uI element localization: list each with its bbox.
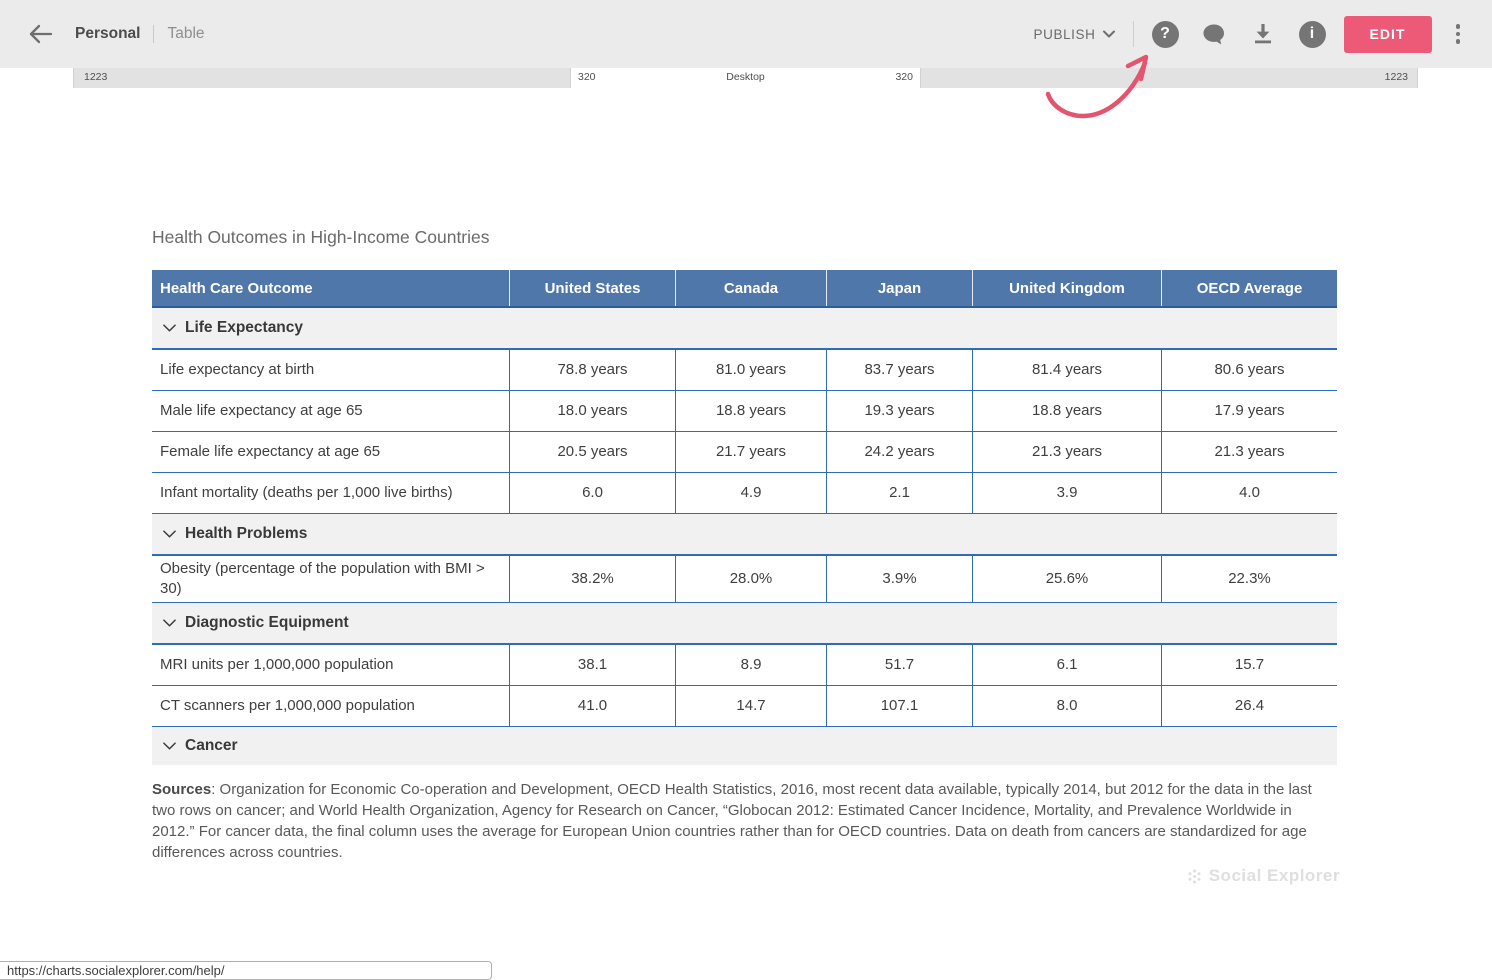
- ruler-edge-right: [1418, 68, 1492, 88]
- cell-value: 8.0: [972, 686, 1161, 726]
- cell-value: 38.2%: [509, 556, 675, 602]
- cell-value: 21.3 years: [972, 432, 1161, 472]
- section-label: Cancer: [185, 737, 238, 754]
- social-explorer-logo-icon: [1187, 869, 1202, 884]
- column-header: United States: [509, 270, 675, 306]
- info-icon: i: [1309, 25, 1315, 42]
- help-button[interactable]: [1152, 21, 1179, 48]
- info-button[interactable]: [1299, 21, 1326, 48]
- chevron-down-icon: [163, 324, 176, 332]
- cell-value: 38.1: [509, 645, 675, 685]
- comment-icon: [1202, 23, 1226, 46]
- row-label: Infant mortality (deaths per 1,000 live births): [160, 484, 453, 501]
- cell-value: 81.4 years: [972, 350, 1161, 390]
- chevron-down-icon: [163, 530, 176, 538]
- table-header-row: [152, 270, 1337, 308]
- edit-button[interactable]: EDIT: [1344, 16, 1432, 53]
- row-label: Female life expectancy at age 65: [160, 443, 381, 460]
- cell-value: 83.7 years: [826, 350, 972, 390]
- cell-value: 80.6 years: [1161, 350, 1337, 390]
- breadcrumb-section[interactable]: Personal: [75, 25, 141, 42]
- browser-status-bar: https://charts.socialexplorer.com/help/: [0, 961, 492, 980]
- cell-value: 6.1: [972, 645, 1161, 685]
- cell-value: 107.1: [826, 686, 972, 726]
- more-options-button[interactable]: [1452, 20, 1465, 48]
- table-row: [152, 432, 1337, 473]
- cell-value: 26.4: [1161, 686, 1337, 726]
- cell-value: 8.9: [675, 645, 826, 685]
- cell-value: 21.3 years: [1161, 432, 1337, 472]
- cell-value: 18.8 years: [972, 391, 1161, 431]
- section-row[interactable]: [152, 603, 1337, 645]
- ruler-left-region: [73, 68, 571, 88]
- responsive-ruler: [0, 68, 1492, 88]
- table-row: [152, 350, 1337, 391]
- cell-value: 24.2 years: [826, 432, 972, 472]
- ruler-device-region[interactable]: [571, 68, 920, 88]
- sources-label: Sources: [152, 781, 212, 798]
- breadcrumb-page-title: Table: [167, 25, 205, 42]
- section-label: Life Expectancy: [185, 319, 304, 336]
- row-label: CT scanners per 1,000,000 population: [160, 697, 415, 714]
- toolbar-divider: [1133, 21, 1134, 47]
- section-row[interactable]: [152, 514, 1337, 556]
- ruler-edge-left: [0, 68, 73, 88]
- cell-value: 22.3%: [1161, 556, 1337, 602]
- cell-value: 78.8 years: [509, 350, 675, 390]
- ruler-gutter-left-label: 320: [578, 71, 596, 83]
- row-label: Male life expectancy at age 65: [160, 402, 363, 419]
- sources-text: : Organization for Economic Co-operation and Development, OECD Health Statistics, 2016, most recent data available, typically 2014, but 2012 for the data in the last two rows on cancer; and World Health Organization, Agency for Research on Cancer, “Globocan 2012: Estimated Cancer Incidence, Mortality, and Prevalence Worldwide in 2012.” For cancer data, the final column uses the average for European Union countries rather than for OECD countries. Data on death from cancers are standardized for age differences across countries.: [152, 781, 1312, 861]
- health-outcomes-table: [152, 270, 1337, 765]
- column-header: OECD Average: [1161, 270, 1337, 306]
- section-label: Diagnostic Equipment: [185, 614, 349, 631]
- cell-value: 3.9: [972, 473, 1161, 513]
- cell-value: 15.7: [1161, 645, 1337, 685]
- section-row[interactable]: [152, 308, 1337, 350]
- breadcrumb-divider: [153, 25, 154, 43]
- cell-value: 18.8 years: [675, 391, 826, 431]
- comment-button[interactable]: [1201, 21, 1228, 48]
- cell-value: 28.0%: [675, 556, 826, 602]
- cell-value: 21.7 years: [675, 432, 826, 472]
- chevron-down-icon: [163, 742, 176, 750]
- cell-value: 17.9 years: [1161, 391, 1337, 431]
- section-label: Health Problems: [185, 525, 308, 542]
- cell-value: 41.0: [509, 686, 675, 726]
- row-label: MRI units per 1,000,000 population: [160, 656, 394, 673]
- table-row: [152, 686, 1337, 727]
- row-label: Obesity (percentage of the population with BMI > 30): [160, 560, 485, 597]
- cell-value: 51.7: [826, 645, 972, 685]
- ruler-gutter-right-label: 320: [895, 71, 913, 83]
- ruler-label-right: 1223: [1384, 71, 1408, 83]
- back-arrow-icon: [27, 24, 53, 44]
- page-title: Health Outcomes in High-Income Countries: [152, 227, 490, 247]
- table-body: [152, 308, 1337, 765]
- cell-value: 25.6%: [972, 556, 1161, 602]
- cell-value: 20.5 years: [509, 432, 675, 472]
- column-header: United Kingdom: [972, 270, 1161, 306]
- table-row: [152, 473, 1337, 514]
- cell-value: 18.0 years: [509, 391, 675, 431]
- table-row: [152, 556, 1337, 603]
- ruler-device-label: Desktop: [726, 71, 765, 83]
- cell-value: 19.3 years: [826, 391, 972, 431]
- download-icon: [1252, 23, 1274, 45]
- cell-value: 3.9%: [826, 556, 972, 602]
- toolbar: [0, 0, 1492, 68]
- watermark: [1187, 866, 1340, 886]
- breadcrumb: [26, 0, 205, 68]
- cell-value: 81.0 years: [675, 350, 826, 390]
- table-row: [152, 645, 1337, 686]
- publish-button[interactable]: [1034, 27, 1115, 42]
- watermark-text: Social Explorer: [1208, 866, 1340, 885]
- cell-value: 4.0: [1161, 473, 1337, 513]
- column-header: Canada: [675, 270, 826, 306]
- publish-label: PUBLISH: [1033, 26, 1096, 42]
- table-row: [152, 391, 1337, 432]
- sources-note: [152, 779, 1318, 863]
- cell-value: 14.7: [675, 686, 826, 726]
- back-button[interactable]: [26, 22, 54, 46]
- more-vertical-icon: [1456, 24, 1461, 29]
- download-button[interactable]: [1250, 21, 1277, 48]
- section-row[interactable]: [152, 727, 1337, 765]
- toolbar-actions: [1034, 0, 1464, 68]
- column-header: Health Care Outcome: [160, 279, 313, 297]
- cell-value: 2.1: [826, 473, 972, 513]
- ruler-label-left: 1223: [84, 71, 108, 83]
- column-header: Japan: [826, 270, 972, 306]
- chevron-down-icon: [163, 619, 176, 627]
- help-icon: ?: [1160, 25, 1170, 42]
- chevron-down-icon: [1103, 30, 1115, 38]
- ruler-right-region: [920, 68, 1418, 88]
- cell-value: 4.9: [675, 473, 826, 513]
- row-label: Life expectancy at birth: [160, 361, 315, 378]
- cell-value: 6.0: [509, 473, 675, 513]
